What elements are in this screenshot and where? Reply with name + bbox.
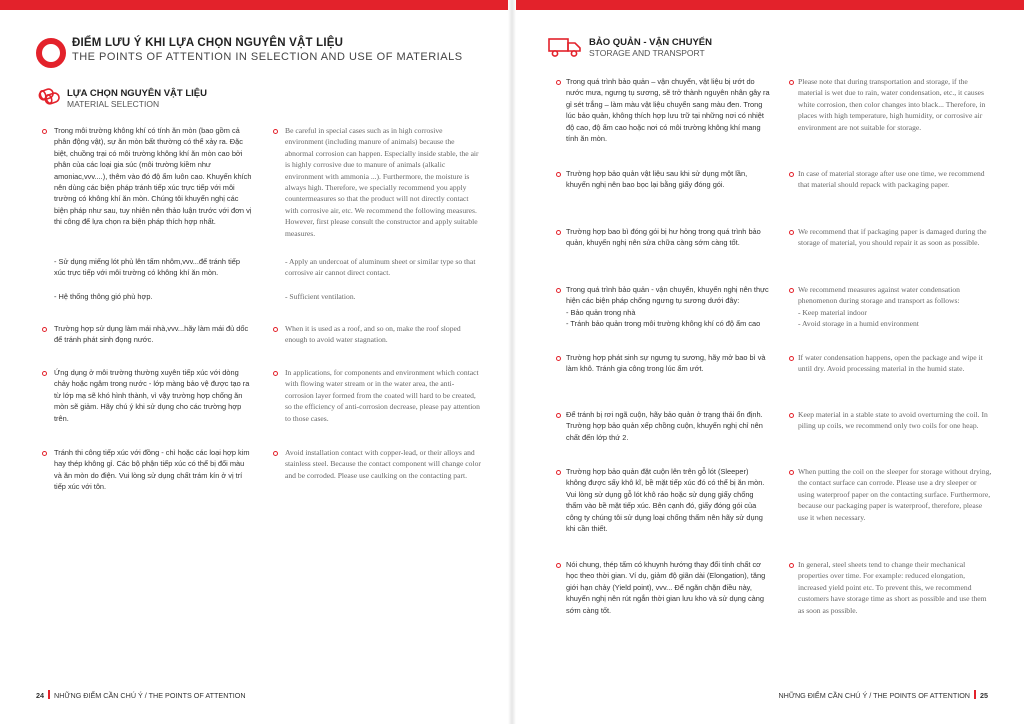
en-paragraph: We recommend that if packaging paper is damaged during the storage of material, you should repair it as soon as possible. (798, 227, 987, 248)
vn-sub-item: - Hệ thống thông gió phù hợp. (54, 292, 153, 301)
bullet-icon (556, 230, 561, 235)
bullet-icon (789, 413, 794, 418)
material-rolls-icon (36, 84, 62, 106)
page-right (512, 0, 1024, 724)
truck-icon (548, 36, 582, 58)
top-red-bar (512, 0, 1024, 10)
page-footer-left (36, 690, 246, 700)
bullet-icon (789, 172, 794, 177)
en-paragraph: In general, steel sheets tend to change their mechanical properties over time. For example: reduced elongation, increased yield point etc. To prevent this, we recommend customers have storage time as short as possible and use them as soon as possible. (798, 560, 987, 615)
bullet-icon (789, 563, 794, 568)
en-paragraph: In applications, for components and environment which contact with flowing water stream or in the water area, the anti-corrosion layer formed from the coated will hard to be created, so the efficiency of anti-corrosion decrease, please pay attention to those cases. (285, 368, 480, 423)
vn-paragraph: Trường hợp bảo quản vật liệu sau khi sử dụng một lần, khuyến nghị nên bao bọc lại bằng giấy đóng gói. (566, 169, 748, 190)
vn-paragraph: Trong quá trình bảo quản – vận chuyển, vật liệu bị ướt do nước mưa, ngưng tụ sương, sẽ trở thành nguyên nhân gây ra gỉ sét trắng – làm màu vật liệu chuyển sang màu đen. Trong lúc bảo quản, không thích hợp lưu trữ tại những nơi có nhiệt độ cao, độ ẩm cao hoặc nơi có môi trường không khí mang tính ăn mòn. (566, 77, 770, 144)
red-ring-icon (36, 38, 66, 68)
bullet-icon (556, 563, 561, 568)
section-title-vn: BẢO QUẢN - VẬN CHUYỂN (589, 37, 712, 48)
vn-paragraph: Nói chung, thép tấm có khuynh hướng thay đổi tính chất cơ học theo thời gian. Ví dụ, giảm độ giãn dài (Elongation), tăng giới hạn chảy (Yield point), vvv... Để ngăn chặn điều này, khuyến nghị nên rút ngắn thời gian lưu kho và sử dụng càng sớm càng tốt. (566, 560, 766, 615)
en-paragraph: We recommend measures against water condensation phenomenon during storage and transport as follows: - Keep material indoor - Avoid storage in a humid environment (798, 285, 960, 329)
bullet-icon (789, 288, 794, 293)
en-paragraph: In case of material storage after use one time, we recommend that material should repack with packaging paper. (798, 169, 985, 190)
top-red-bar (0, 0, 512, 10)
en-paragraph: Avoid installation contact with copper-lead, or their alloys and stainless steel. Because the contact component will change color and be corroded. Please use caulking on the contacting part. (285, 448, 481, 480)
bullet-icon (42, 129, 47, 134)
bullet-icon (789, 356, 794, 361)
en-paragraph: If water condensation happens, open the package and wipe it until dry. Avoid processing material in the humid state. (798, 353, 983, 374)
bullet-icon (42, 451, 47, 456)
bullet-icon (789, 80, 794, 85)
bullet-icon (42, 371, 47, 376)
section-title-en: THE POINTS OF ATTENTION IN SELECTION AND USE OF MATERIALS (72, 51, 463, 63)
bullet-icon (556, 413, 561, 418)
page-footer-right (778, 690, 988, 700)
en-paragraph: When it is used as a roof, and so on, make the roof sloped enough to avoid water stagnation. (285, 324, 461, 345)
vn-paragraph: Trường hợp bao bì đóng gói bị hư hỏng trong quá trình bảo quản, khuyến nghị nên sửa chữa càng sớm càng tốt. (566, 227, 761, 248)
bullet-icon (556, 356, 561, 361)
en-paragraph: When putting the coil on the sleeper for storage without drying, the contact surface can corrode. Please use a dry sleeper or using waterproof paper on the contacting surface. Furthermore, because our packaging paper is waterproof, therefore, please use it when necessary. (798, 467, 992, 522)
en-sub-item: - Apply an undercoat of aluminum sheet or similar type so that corrosive air cannot direct contact. (285, 257, 476, 278)
vn-paragraph: Để tránh bị rơi ngã cuộn, hãy bảo quản ở trạng thái ổn định. Trường hợp bảo quản xếp chồng cuộn, khuyến nghị chỉ nên chất đến lớp thứ 2. (566, 410, 763, 442)
page-number: 25 (980, 691, 988, 700)
bullet-icon (273, 327, 278, 332)
en-paragraph: Keep material in a stable state to avoid overturning the coil. In piling up coils, we recommend only two coils for one heap. (798, 410, 988, 431)
bullet-icon (789, 470, 794, 475)
bullet-icon (273, 371, 278, 376)
footer-divider (974, 690, 976, 699)
bullet-icon (273, 451, 278, 456)
vn-paragraph: Trong quá trình bảo quản - vận chuyển, khuyến nghị nên thực hiện các biện pháp chống ngưng tụ sương dưới đây: - Bảo quản trong nhà - Tránh bảo quản trong môi trường không khí có độ ẩm cao (566, 285, 769, 329)
footer-text: NHỮNG ĐIỂM CẦN CHÚ Ý / THE POINTS OF ATTENTION (54, 691, 246, 700)
vn-paragraph: Trường hợp bảo quản đặt cuộn lên trên gỗ lót (Sleeper) không được sấy khô kĩ, bề mặt tiếp xúc đó có thể bị ăn mòn. Vui lòng sử dụng gỗ lót khô ráo hoặc sử dụng giấy chống thấm vào bề mặt tiếp xúc. Bên cạnh đó, giấy đóng gói của công ty chúng tôi sử dụng loại chống thấm nên hãy sử dụng khi cần thiết. (566, 467, 765, 534)
footer-text: NHỮNG ĐIỂM CẦN CHÚ Ý / THE POINTS OF ATTENTION (778, 691, 970, 700)
vn-paragraph: Trường hợp sử dụng làm mái nhà,vvv...hãy làm mái đủ dốc để tránh phát sinh đọng nước. (54, 324, 249, 345)
vn-paragraph: Trường hợp phát sinh sự ngưng tụ sương, hãy mở bao bì và làm khô. Tránh gia công trong lúc ẩm ướt. (566, 353, 766, 374)
vn-paragraph: Tránh thi công tiếp xúc với đồng - chì hoặc các loại hợp kim hay thép không gỉ. Các bộ phận tiếp xúc có thể bị đổi màu và ăn mòn do điện. Vui lòng sử dụng chất trám kín ở vị trí tiếp xúc với tôn. (54, 448, 250, 492)
page-number: 24 (36, 691, 44, 700)
en-sub-item: - Sufficient ventilation. (285, 292, 356, 301)
footer-divider (48, 690, 50, 699)
vn-sub-item: - Sử dụng miếng lót phủ lên tấm nhôm,vvv...để tránh tiếp xúc trực tiếp với môi trường có không khí ăn mòn. (54, 257, 240, 278)
subsection-title-vn: LỰA CHỌN NGUYÊN VẬT LIỆU (67, 88, 208, 99)
section-title-en: STORAGE AND TRANSPORT (589, 48, 705, 58)
bullet-icon (556, 80, 561, 85)
vn-paragraph: Ứng dụng ở môi trường thường xuyên tiếp xúc với dòng chảy hoặc ngâm trong nước - lớp màng bảo vệ được tạo ra từ lớp mạ sẽ khó hình thành, vì vậy trường hợp chống ăn mòn sẽ giảm. Hãy chú ý khi sử dụng cho các trường hợp trên. (54, 368, 250, 423)
bullet-icon (556, 288, 561, 293)
en-paragraph: Be careful in special cases such as in high corrosive environment (including manure of animals) because the abnormal corrosion can happen. Especially inside stable, the air is highly corrosive due to manure of animals (alkalic environment with ammonia ...). Furthermore, the moisture is always high. Therefore, we specially recommend you apply countermeasures so that the product will not directly contact with corrosive air, etc. We recommend the following measures. However, first please consult the constructor and apply suitable measures. (285, 126, 479, 238)
page-gutter (508, 0, 516, 724)
bullet-icon (42, 327, 47, 332)
en-paragraph: Please note that during transportation and storage, if the material is wet due to rain, water condensation, etc., it causes white corrosion, then color changes into black... Therefore, in places with high temperature, high humidity, or corrosive air environment are not suitable for storage. (798, 77, 986, 132)
bullet-icon (789, 230, 794, 235)
bullet-icon (273, 129, 278, 134)
vn-paragraph: Trong môi trường không khí có tính ăn mòn (bao gồm cả phân động vật), sự ăn mòn bất thường có thể xảy ra. Đặc biệt, chuồng trại có môi trường không khí ăn mòn cao bởi phân của các loại gia súc (môi trường kiềm như amoniac,vvv....), thêm vào đó độ ẩm luôn cao. Khuyến khích nên dùng các biện pháp tránh tiếp xúc trực tiếp với môi trường có không khí ăn mòn. Chúng tôi khuyến nghị các biện pháp như sau, tuy nhiên nên thảo luận trước với đơn vị thi công để lựa chọn ra biện pháp thích hợp nhất. (54, 126, 252, 227)
subsection-title-en: MATERIAL SELECTION (67, 99, 160, 109)
section-title-vn: ĐIỂM LƯU Ý KHI LỰA CHỌN NGUYÊN VẬT LIỆU (72, 37, 344, 49)
bullet-icon (556, 470, 561, 475)
bullet-icon (556, 172, 561, 177)
